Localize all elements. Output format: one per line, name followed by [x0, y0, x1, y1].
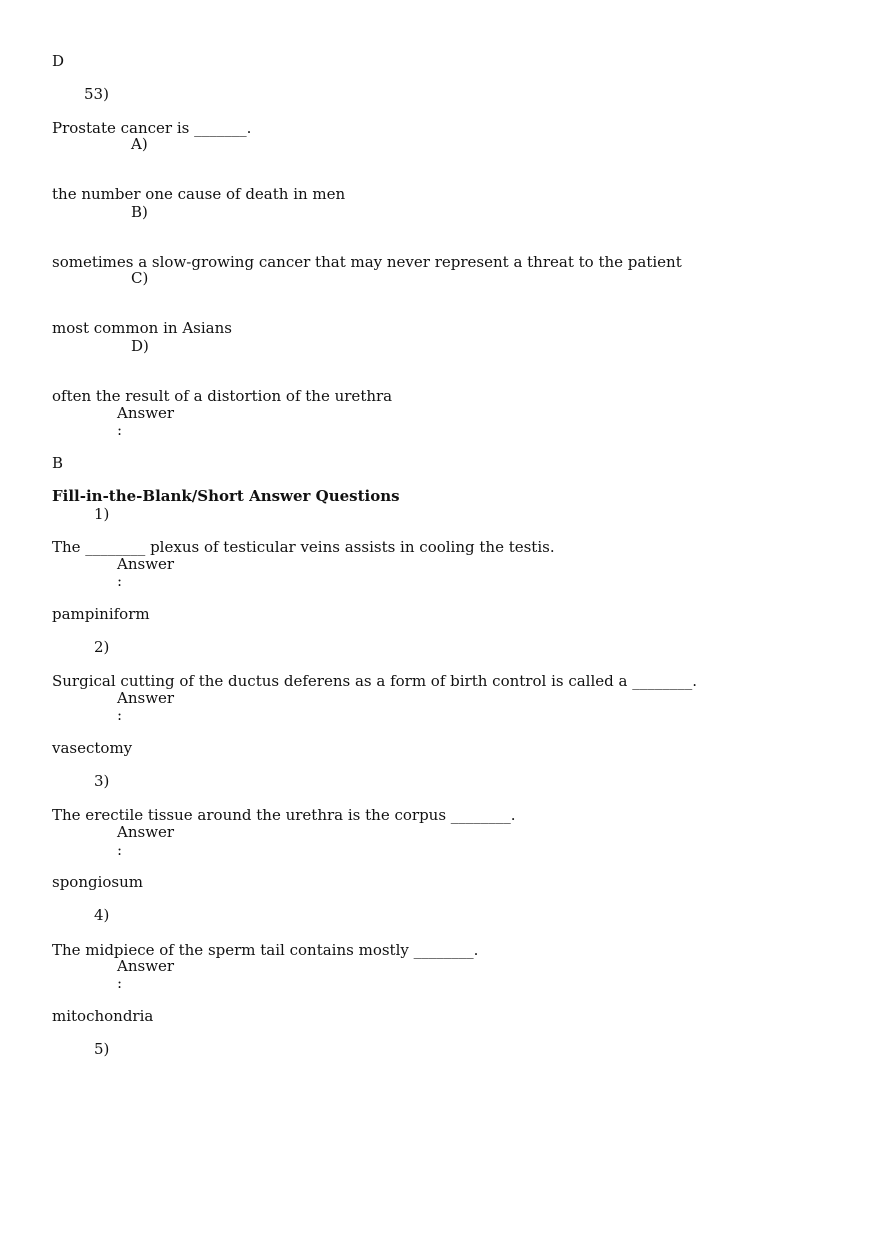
question-number: 5) [94, 1040, 110, 1058]
option-text: sometimes a slow-growing cancer that may never represent a threat to the patient [52, 253, 682, 271]
answer-label: Answer [117, 957, 175, 975]
answer-value: pampiniform [52, 605, 150, 623]
answer-value: mitochondria [52, 1007, 154, 1025]
question-text: Surgical cutting of the ductus deferens as a form of birth control is called a ________. [52, 672, 697, 690]
question-number: 3) [94, 772, 110, 790]
question-number: 2) [94, 638, 110, 656]
answer-value: vasectomy [52, 739, 133, 757]
option-label: A) [131, 135, 148, 153]
answer-label: Answer [117, 555, 175, 573]
question-text: The erectile tissue around the urethra is the corpus ________. [52, 806, 516, 824]
answer-colon: : [117, 572, 123, 590]
answer-label: Answer [117, 689, 175, 707]
option-text: most common in Asians [52, 319, 232, 337]
option-label: C) [131, 269, 149, 287]
question-number: 53) [84, 85, 109, 103]
answer-value: B [52, 454, 64, 472]
question-text: The ________ plexus of testicular veins assists in cooling the testis. [52, 538, 555, 556]
question-number: 1) [94, 505, 110, 523]
answer-label: Answer [117, 823, 175, 841]
option-label: D) [131, 337, 149, 355]
answer-colon: : [117, 706, 123, 724]
answer-label: Answer [117, 404, 175, 422]
option-text: the number one cause of death in men [52, 185, 346, 203]
option-label: B) [131, 203, 148, 221]
answer-value: spongiosum [52, 873, 144, 891]
answer-colon: : [117, 421, 123, 439]
section-title: Fill-in-the-Blank/Short Answer Questions [52, 487, 400, 505]
question-text: The midpiece of the sperm tail contains mostly ________. [52, 941, 479, 959]
option-text: often the result of a distortion of the urethra [52, 387, 393, 405]
question-text: Prostate cancer is _______. [52, 119, 252, 137]
answer-colon: : [117, 841, 123, 859]
question-number: 4) [94, 906, 110, 924]
previous-answer: D [52, 52, 65, 70]
answer-colon: : [117, 974, 123, 992]
